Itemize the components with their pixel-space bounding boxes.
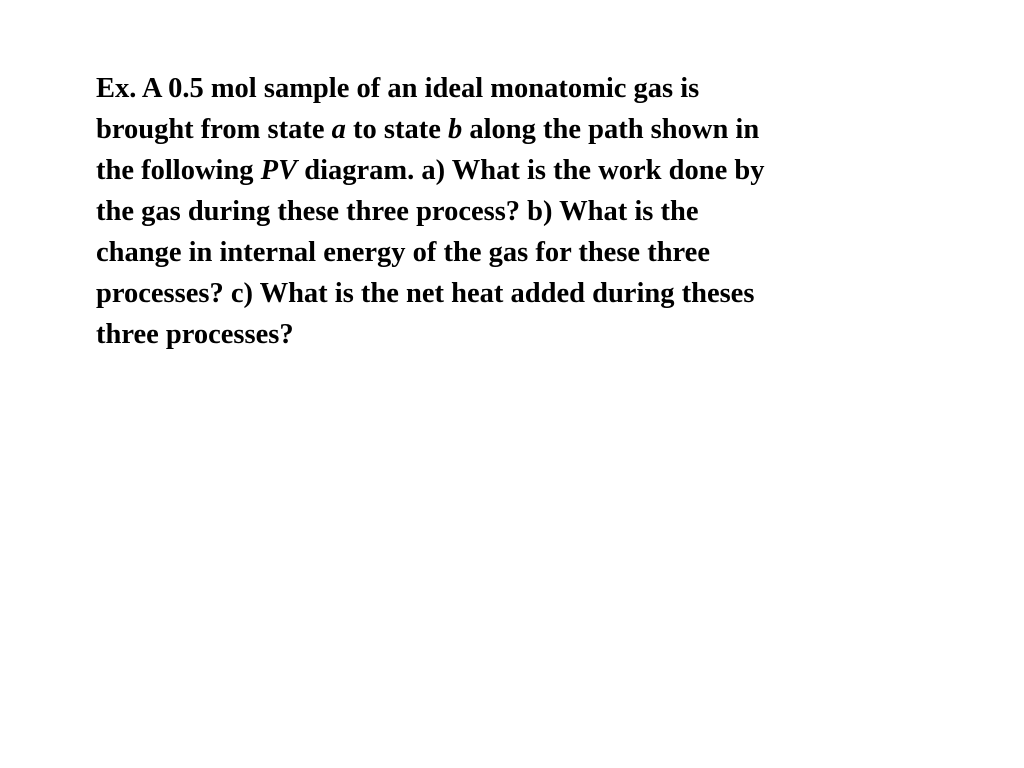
problem-statement (96, 68, 916, 355)
problem-line (96, 278, 754, 309)
text-run: diagram. a) What is the work done by (297, 155, 765, 186)
problem-line (96, 196, 698, 227)
text-run: brought from state (96, 114, 332, 145)
text-run: processes? c) What is the net heat added during theses (96, 278, 755, 309)
text-run: Ex. A 0.5 mol sample of an ideal monatomic gas is (96, 73, 700, 104)
problem-line (96, 237, 710, 268)
problem-line (96, 319, 294, 350)
text-run: the gas during these three process? b) What is the (96, 196, 699, 227)
text-run: change in internal energy of the gas for these three (96, 237, 710, 268)
problem-line (96, 73, 699, 104)
text-run: along the path shown in (462, 114, 760, 145)
text-run: the following (96, 155, 261, 186)
italic-term: PV (260, 155, 298, 186)
italic-term: b (447, 114, 463, 145)
text-run: three processes? (96, 319, 294, 350)
problem-line (96, 155, 764, 186)
text-run: to state (345, 114, 448, 145)
problem-line (96, 114, 759, 145)
italic-term: a (331, 114, 346, 145)
